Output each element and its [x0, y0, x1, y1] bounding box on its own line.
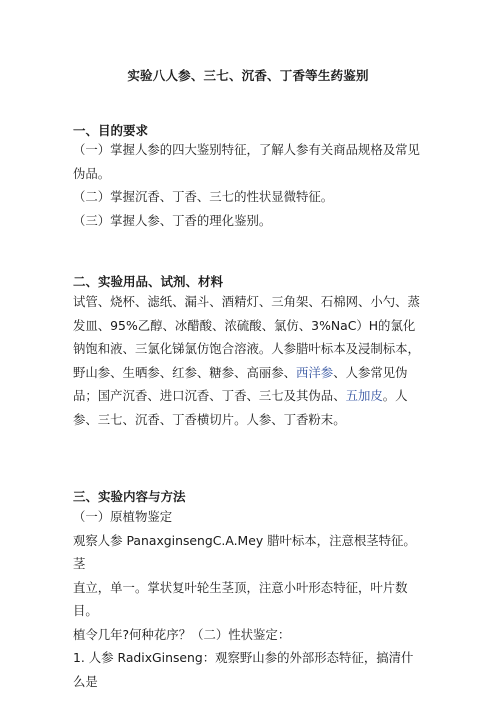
objective-2: （二）掌握沉香、丁香、三七的性状显微特征。: [73, 189, 334, 204]
methods-line-3: 植令几年?何种花序？（二）性状鉴定：: [73, 626, 291, 642]
methods-line-4: 1. 人参 RadixGinseng：观察野山参的外部形态特征，搞清什么是: [73, 650, 414, 689]
section-heading-methods: 三、实验内容与方法: [73, 489, 186, 504]
acanthopanax-bark-term: 五加皮: [345, 388, 383, 403]
objective-1-line-2: 伪品。: [73, 165, 111, 181]
document-title: 实验八人参、三七、沉香、丁香等生药鉴别: [127, 68, 369, 83]
materials-line-5-text: 品；国产沉香、进口沉香、丁香、三七及其伪品、: [73, 388, 346, 403]
section-heading-objectives: 一、目的要求: [73, 123, 149, 138]
materials-line-2: 发皿、95%乙醇、冰醋酸、浓硫酸、氯仿、3%NaC）H的氯化: [73, 317, 416, 333]
objective-3: （三）掌握人参、丁香的理化鉴别。: [73, 212, 272, 228]
american-ginseng-term: 西洋参: [296, 364, 334, 380]
materials-line-5-tail: 。人: [382, 388, 408, 403]
materials-line-6: 参、三七、沉香、丁香横切片。人参、丁香粉末。: [73, 411, 346, 427]
materials-line-4-tail: 、人参常见伪: [333, 364, 408, 380]
methods-subheading-plant: （一）原植物鉴定: [73, 509, 173, 524]
materials-line-4: [73, 361, 425, 385]
materials-paragraph: [73, 290, 425, 431]
objectives-list: [73, 138, 425, 232]
materials-line-5: [73, 384, 425, 408]
materials-line-3: 钠饱和液、三氯化锑氯仿饱合溶液。人参腊叶标本及浸制标本，: [73, 341, 420, 356]
materials-line-4-text: 野山参、生晒参、红参、糖参、高丽参、: [73, 364, 297, 380]
objective-1-line-1: （一）掌握人参的四大鉴别特征，了解人参有关商品规格及常见: [73, 142, 420, 157]
methods-line-2: 直立，单一。掌状复叶轮生茎顶，注意小叶形态特征，叶片数目。: [73, 579, 408, 618]
section-heading-materials: 二、实验用品、试剂、材料: [73, 274, 224, 289]
materials-line-1: 试管、烧杯、滤纸、漏斗、酒精灯、三角架、石棉网、小勺、蒸: [73, 294, 420, 309]
methods-line-1: 观察人参 PanaxginsengC.A.Mey 腊叶标本，注意根茎特征。茎: [73, 532, 416, 571]
methods-paragraph: [73, 505, 425, 693]
